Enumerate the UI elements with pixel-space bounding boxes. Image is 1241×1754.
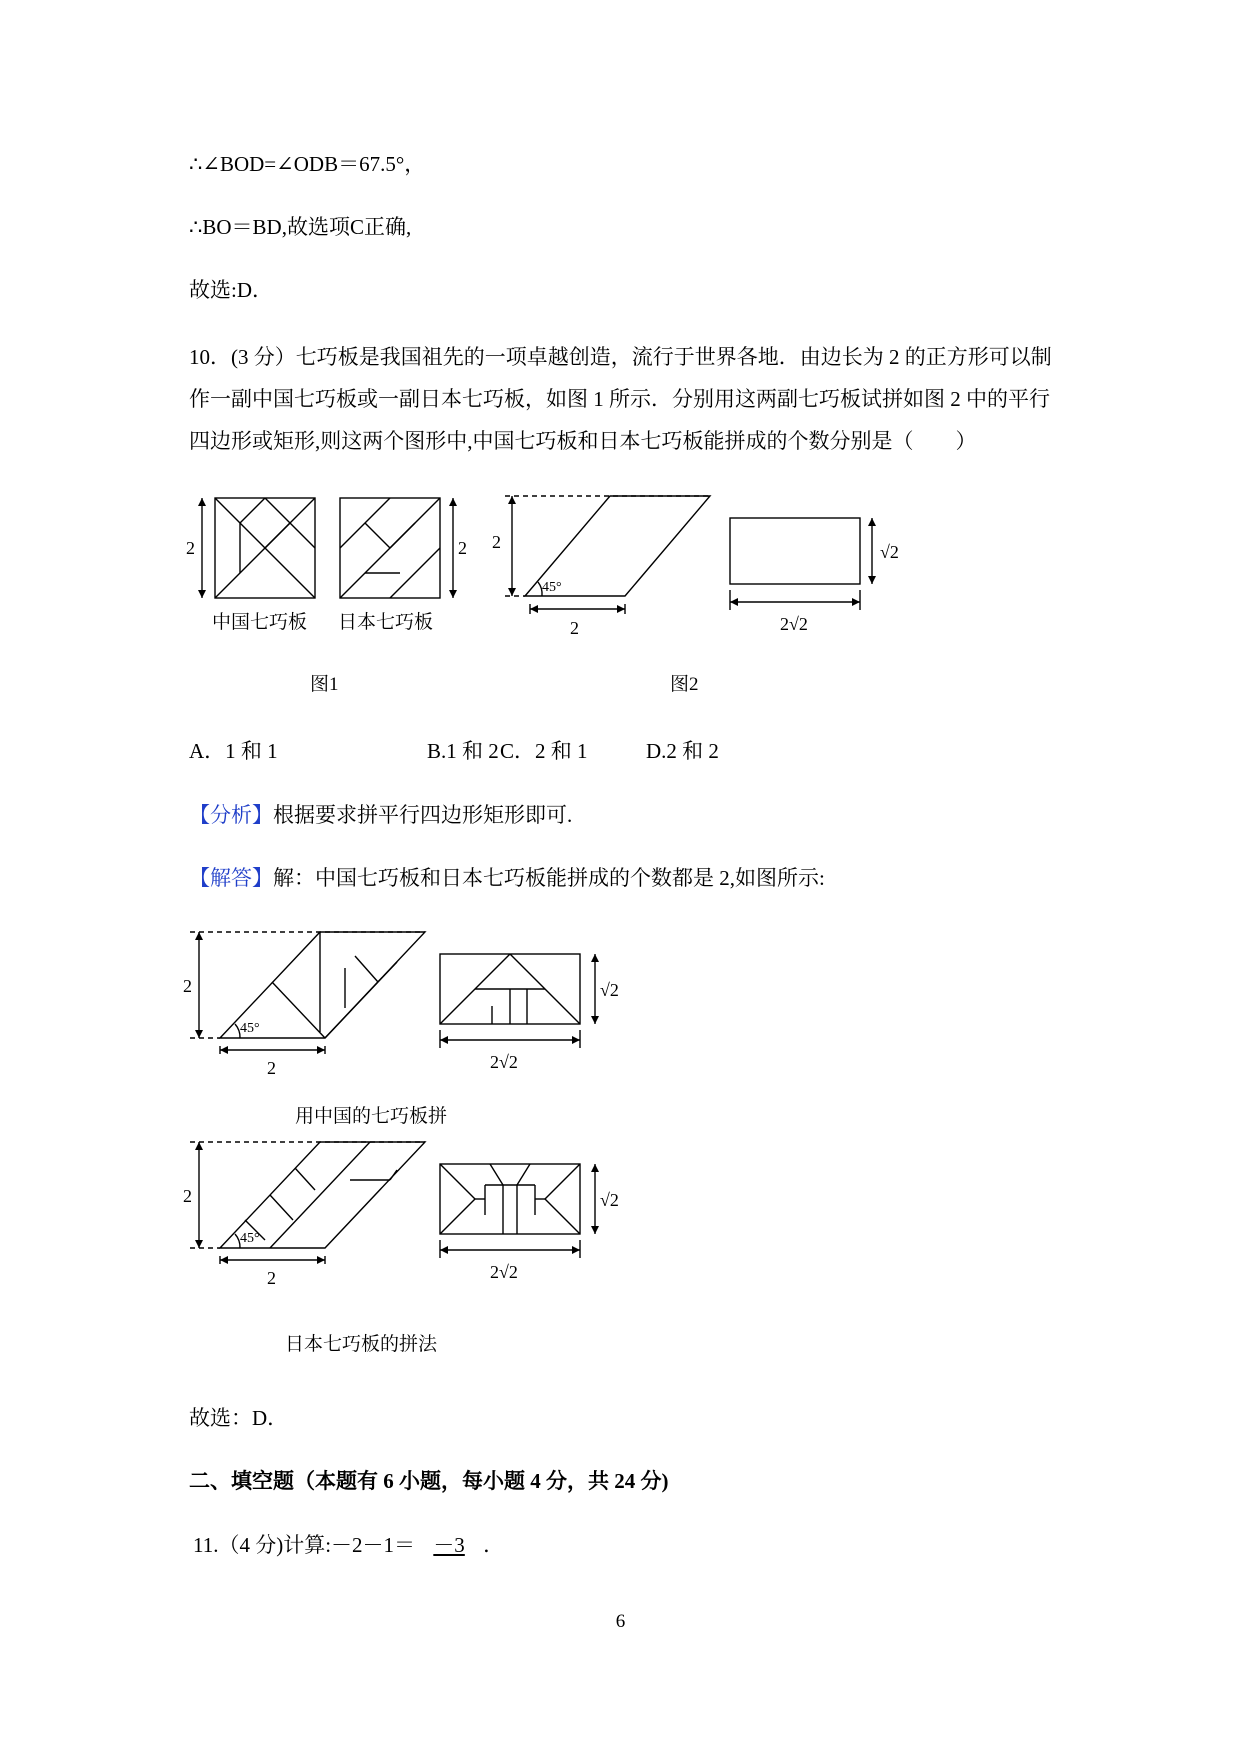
sol-jp-rect-height: √2 [600,1190,619,1210]
fig2-base: 2 [570,618,579,638]
question-11-suffix: ． [483,1533,505,1557]
answer-text: 解：中国七巧板和日本七巧板能拼成的个数都是 2,如图所示: [273,866,825,890]
figure-1-caption: 图1 [310,674,339,695]
analysis-tag: 【分析】 [189,803,273,827]
question-11-prefix: 11.（4 分)计算:－2－1＝ [193,1533,416,1557]
chinese-solution-caption: 用中国的七巧板拼 [295,1106,448,1127]
page-number: 6 [615,1611,626,1632]
sol-jp-base: 2 [267,1268,276,1288]
figure-1-2 [186,490,950,710]
analysis-text: 根据要求拼平行四边形矩形即可. [273,803,573,827]
fig2-rect-width: 2√2 [780,614,808,634]
fig1-left-side: 2 [186,538,195,558]
fig1-right-side: 2 [458,538,467,558]
question-11-answer: －3 [433,1533,465,1557]
section-2-heading: 二、填空题（本题有 6 小题，每小题 4 分，共 24 分) [189,1469,669,1493]
sol-jp-rect-width: 2√2 [490,1262,518,1282]
choice-line: 故选:D． [189,278,273,302]
japanese-tangram-label: 日本七巧板 [338,612,434,633]
option-a: A．1 和 1 [189,739,278,763]
analysis [189,800,572,830]
fig2-angle: 45° [542,580,562,595]
japanese-solution-caption: 日本七巧板的拼法 [285,1334,438,1355]
question-11 [193,1530,504,1560]
answer [189,863,825,893]
sol-ch-height: 2 [183,976,192,996]
answer-tag: 【解答】 [189,866,273,890]
sol-jp-angle: 45° [240,1231,260,1246]
option-b: B.1 和 2 [427,739,499,763]
conclusion: 故选：D． [189,1406,289,1430]
solution-figure [185,920,635,1360]
sol-ch-angle: 45° [240,1021,260,1036]
fig2-rect-height: √2 [880,542,899,562]
chinese-tangram-label: 中国七巧板 [212,612,308,633]
option-c: C．2 和 1 [500,739,588,763]
rectangle [730,518,860,584]
sol-ch-rect-height: √2 [600,980,619,1000]
proof-line-2: ∴BO＝BD,故选项C正确, [189,215,412,239]
sol-ch-base: 2 [267,1058,276,1078]
question-10: 10．(3 分）七巧板是我国祖先的一项卓越创造，流行于世界各地．由边长为 2 的正方形可以制作一副中国七巧板或一副日本七巧板，如图 1 所示．分别用这两副七巧板试拼如图 2 中的平行四边形或矩形,则这两个图形中,中国七巧板和日本七巧板能拼成的个数分别是（ ） [189,345,1052,453]
option-d: D.2 和 2 [646,739,719,763]
sol-ch-rect-width: 2√2 [490,1052,518,1072]
proof-line-1: ∴∠BOD=∠ODB＝67.5°， [189,152,426,176]
sol-jp-height: 2 [183,1186,192,1206]
fig2-height: 2 [492,532,501,552]
figure-2-caption: 图2 [670,674,699,695]
